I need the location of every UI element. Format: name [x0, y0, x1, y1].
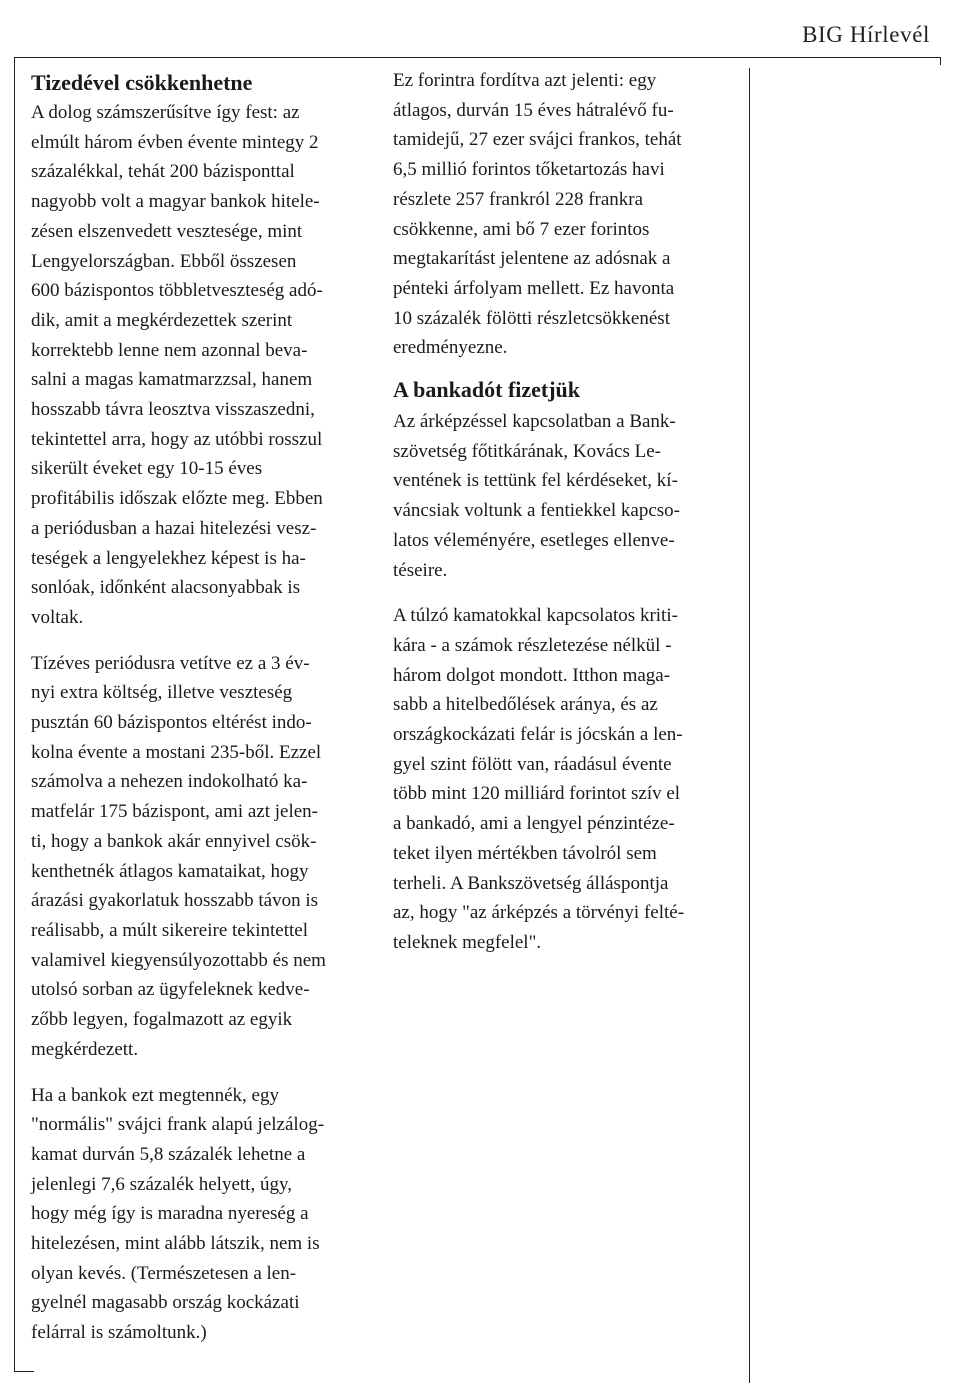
- text-line: teleknek megfelel".: [393, 931, 542, 953]
- text-line: latos véleményére, esetleges ellenve-: [393, 529, 675, 551]
- text-line: gyelnél magasabb ország kockázati: [31, 1292, 300, 1314]
- text-line: 600 bázispontos többletveszteség adó-: [31, 280, 323, 302]
- text-line: az, hogy "az árképzés a törvényi felté-: [393, 902, 685, 924]
- text-line: korrektebb lenne nem azonnal beva-: [31, 339, 308, 361]
- text-line: részlete 257 frankról 228 frankra: [393, 188, 644, 210]
- text-line: pusztán 60 bázispontos eltérést indo-: [31, 712, 312, 734]
- text-line: gyel szint fölött van, ráadásul évente: [393, 753, 672, 775]
- text-line: elmúlt három évben évente mintegy 2: [31, 131, 319, 153]
- text-line: sikerült éveket egy 10-15 éves: [31, 458, 263, 480]
- middle-column: [393, 66, 738, 958]
- paragraph: [31, 98, 383, 633]
- text-line: voltak.: [31, 606, 84, 628]
- text-line: a periódusban a hazai hitelezési vesz-: [31, 517, 317, 539]
- text-line: profitábilis időszak előzte meg. Ebben: [31, 488, 323, 510]
- text-line: három dolgot mondott. Itthon maga-: [393, 664, 671, 686]
- text-line: sonlóak, időnként alacsonyabbak is: [31, 577, 301, 599]
- text-line: tamidejű, 27 ezer svájci frankos, tehát: [393, 129, 682, 151]
- text-line: dik, amit a megkérdezettek szerint: [31, 309, 293, 331]
- text-line: Lengyelországban. Ebből összesen: [31, 250, 297, 272]
- section-heading-tizedevel: Tizedével csökkenhetne: [31, 70, 253, 95]
- text-line: ti, hogy a bankok akár ennyivel csök-: [31, 830, 317, 852]
- text-line: salni a magas kamatmarzzsal, hanem: [31, 369, 313, 391]
- text-line: átlagos, durván 15 éves hátralévő fu-: [393, 99, 674, 121]
- text-line: valamivel kiegyensúlyozottabb és nem: [31, 949, 326, 971]
- paragraph: [393, 601, 738, 957]
- text-line: zőbb legyen, fogalmazott az egyik: [31, 1009, 293, 1031]
- text-line: Az árképzéssel kapcsolatban a Bank-: [393, 411, 676, 433]
- frame-right-stub: [940, 57, 941, 65]
- paragraph: [31, 1081, 383, 1348]
- text-line: felárral is számoltunk.): [31, 1322, 207, 1344]
- newsletter-title: BIG Hírlevél: [802, 22, 930, 47]
- text-line: kenthetnék átlagos kamataikat, hogy: [31, 860, 309, 882]
- text-line: matfelár 175 bázispont, ami azt jelen-: [31, 801, 318, 823]
- left-column: [31, 66, 383, 1348]
- text-line: számolva a nehezen indokolható ka-: [31, 771, 308, 793]
- text-line: sabb a hitelbedőlések aránya, és az: [393, 694, 658, 716]
- text-line: teségek a lengyelekhez képest is ha-: [31, 547, 306, 569]
- text-line: reálisabb, a múlt sikereire tekintettel: [31, 919, 308, 941]
- text-line: A túlzó kamatokkal kapcsolatos kriti-: [393, 605, 678, 627]
- text-line: megkérdezett.: [31, 1038, 139, 1060]
- frame-left-rule: [14, 57, 15, 1371]
- text-line: a bankadó, ami a lengyel pénzintéze-: [393, 813, 675, 835]
- text-line: hosszabb távra leosztva visszaszedni,: [31, 399, 315, 421]
- text-line: árazási gyakorlatuk hosszabb távon is: [31, 890, 319, 912]
- text-line: zésen elszenvedett vesztesége, mint: [31, 220, 303, 242]
- column-divider: [749, 68, 750, 1383]
- text-line: hitelezésen, mint alább látszik, nem is: [31, 1233, 320, 1255]
- frame-bottom-rule: [14, 1371, 34, 1372]
- text-line: kolna évente a mostani 235-ből. Ezzel: [31, 741, 322, 763]
- text-line: szövetség főtitkárának, Kovács Le-: [393, 440, 662, 462]
- text-line: országkockázati felár is jócskán a len-: [393, 724, 683, 746]
- text-line: ventének is tettünk fel kérdéseket, kí-: [393, 470, 678, 492]
- text-line: hogy még így is maradna nyereség a: [31, 1203, 309, 1225]
- text-line: utolsó sorban az ügyfeleknek kedve-: [31, 979, 310, 1001]
- text-line: csökkenne, ami bő 7 ezer forintos: [393, 218, 650, 240]
- text-line: 10 százalék fölötti részletcsökkenést: [393, 307, 670, 329]
- text-line: Ha a bankok ezt megtennék, egy: [31, 1084, 279, 1106]
- paragraph: [393, 66, 738, 363]
- text-line: nyi extra költség, illetve veszteség: [31, 682, 293, 704]
- paragraph: [31, 649, 383, 1065]
- text-line: több mint 120 milliárd forintot szív el: [393, 783, 681, 805]
- text-line: nagyobb volt a magyar bankok hitele-: [31, 191, 320, 213]
- text-line: megtakarítást jelentene az adósnak a: [393, 248, 671, 270]
- section-heading-bankado: A bankadót fizetjük: [393, 377, 581, 403]
- text-line: kamat durván 5,8 százalék lehetne a: [31, 1143, 306, 1165]
- text-line: jelenlegi 7,6 százalék helyett, úgy,: [31, 1173, 292, 1195]
- text-line: pénteki árfolyam mellett. Ez havonta: [393, 277, 675, 299]
- text-line: kára - a számok részletezése nélkül -: [393, 634, 672, 656]
- frame-top-rule: [14, 57, 940, 58]
- text-line: váncsiak voltunk a fentiekkel kapcso-: [393, 500, 681, 522]
- text-line: Ez forintra fordítva azt jelenti: egy: [393, 70, 657, 91]
- text-line: Tízéves periódusra vetítve ez a 3 év-: [31, 652, 310, 674]
- text-line: olyan kevés. (Természetesen a len-: [31, 1262, 297, 1284]
- paragraph: [393, 407, 738, 585]
- text-line: "normális" svájci frank alapú jelzálog-: [31, 1114, 325, 1136]
- text-line: százalékkal, tehát 200 bázisponttal: [31, 161, 295, 183]
- text-line: terheli. A Bankszövetség álláspontja: [393, 872, 669, 894]
- text-line: A dolog számszerűsítve így fest: az: [31, 102, 300, 123]
- text-line: tekintettel arra, hogy az utóbbi rosszul: [31, 428, 323, 450]
- text-line: 6,5 millió forintos tőketartozás havi: [393, 159, 665, 181]
- text-line: eredményezne.: [393, 337, 508, 359]
- text-line: teket ilyen mértékben távolról sem: [393, 842, 657, 864]
- text-line: téseire.: [393, 559, 448, 581]
